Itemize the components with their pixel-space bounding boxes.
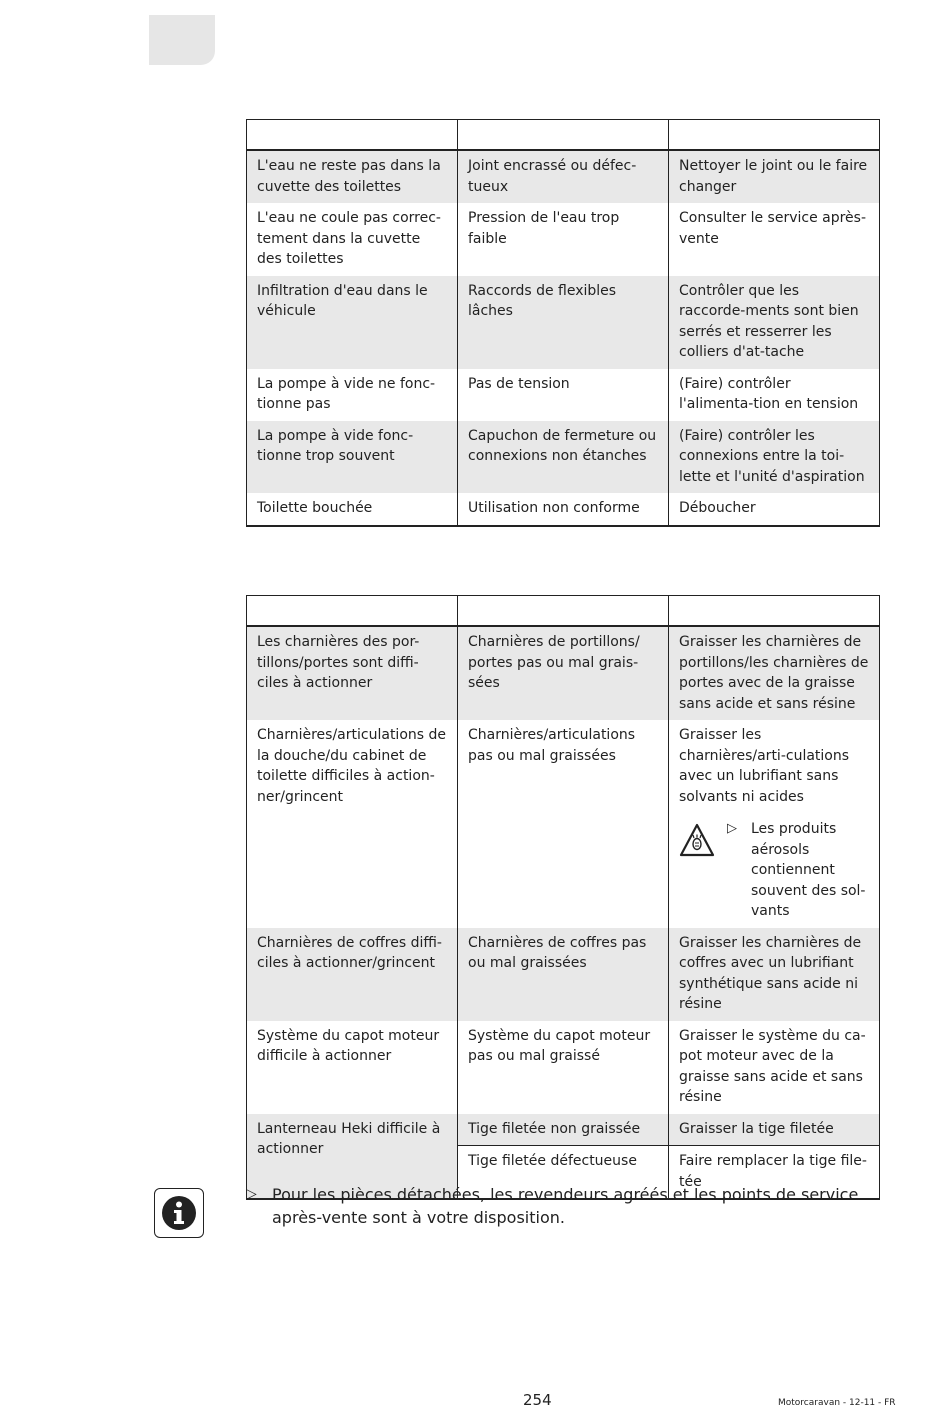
table-row	[247, 203, 880, 276]
header-cell	[247, 596, 458, 627]
table-row	[247, 626, 880, 720]
problem-cell: La pompe à vide ne fonc-tionne pas	[247, 369, 458, 421]
cause-cell: Système du capot moteur pas ou mal graissé	[458, 1021, 669, 1114]
page-number: 254	[523, 1391, 552, 1409]
warning-triangle-icon	[679, 823, 715, 857]
table-row	[247, 493, 880, 526]
remedy-cell: (Faire) contrôler les connexions entre la toi-lette et l'unité d'aspiration	[669, 421, 880, 494]
info-icon	[161, 1195, 197, 1231]
cause-cell: Raccords de flexibles lâches	[458, 276, 669, 369]
cause-cell: Charnières de portillons/ portes pas ou mal grais-sées	[458, 626, 669, 720]
cause-cell: Utilisation non conforme	[458, 493, 669, 526]
remedy-text: Graisser les charnières/arti-culations avec un lubrifiant sans solvants ni acides	[679, 727, 850, 805]
problem-cell: Toilette bouchée	[247, 493, 458, 526]
table-row	[247, 421, 880, 494]
problem-cell: La pompe à vide fonc-tionne trop souvent	[247, 421, 458, 494]
cause-cell: Joint encrassé ou défec-tueux	[458, 150, 669, 203]
problem-cell: Lanterneau Heki difficile à actionner	[247, 1114, 458, 1200]
remedy-cell: Déboucher	[669, 493, 880, 526]
chapter-tab	[149, 15, 215, 65]
table-row	[247, 928, 880, 1021]
remedy-cell	[669, 720, 880, 928]
warning-note	[679, 819, 869, 922]
remedy-cell: Faire remplacer la tige file-tée	[669, 1146, 880, 1200]
problem-cell: Infiltration d'eau dans le véhicule	[247, 276, 458, 369]
table-row	[247, 150, 880, 203]
footer-doc-id: Motorcaravan - 12-11 - FR	[778, 1398, 896, 1408]
cause-cell: Tige filetée non graissée	[458, 1114, 669, 1146]
table-row	[247, 369, 880, 421]
remedy-cell: Consulter le service après-vente	[669, 203, 880, 276]
cause-cell: Pas de tension	[458, 369, 669, 421]
cause-cell: Pression de l'eau trop faible	[458, 203, 669, 276]
warning-text: Les produits aérosols contiennent souvent des sol-vants	[751, 821, 866, 919]
problem-cell: L'eau ne reste pas dans la cuvette des toilettes	[247, 150, 458, 203]
problem-cell: Charnières/articulations de la douche/du cabinet de toilette difficiles à action-ner/grincent	[247, 720, 458, 928]
remedy-cell: Graisser le système du ca-pot moteur avec de la graisse sans acide et sans résine	[669, 1021, 880, 1114]
problem-cell: Charnières de coffres diffi-ciles à actionner/grincent	[247, 928, 458, 1021]
troubleshooting-table-hinges	[246, 595, 880, 1200]
table-row	[247, 720, 880, 928]
info-note-text: Pour les pièces détachées, les revendeurs agréés et les points de service après-vente sont à votre disposition.	[272, 1185, 859, 1227]
info-note	[246, 1183, 886, 1229]
cause-cell: Capuchon de fermeture ou connexions non étanches	[458, 421, 669, 494]
remedy-cell: Nettoyer le joint ou le faire changer	[669, 150, 880, 203]
table-header-row	[247, 120, 880, 151]
remedy-cell: Graisser la tige filetée	[669, 1114, 880, 1146]
info-icon-box	[154, 1188, 204, 1238]
header-cell	[458, 596, 669, 627]
table-header-row	[247, 596, 880, 627]
header-cell	[247, 120, 458, 151]
problem-cell: L'eau ne coule pas correc-tement dans la cuvette des toilettes	[247, 203, 458, 276]
table-row	[247, 1021, 880, 1114]
header-cell	[669, 120, 880, 151]
arrow-bullet-icon: ▷	[246, 1186, 257, 1202]
remedy-cell: Contrôler que les raccorde-ments sont bien serrés et resserrer les colliers d'at-tache	[669, 276, 880, 369]
problem-cell: Les charnières des por-tillons/portes sont diffi-ciles à actionner	[247, 626, 458, 720]
problem-cell: Système du capot moteur difficile à actionner	[247, 1021, 458, 1114]
header-cell	[458, 120, 669, 151]
cause-cell: Tige filetée défectueuse	[458, 1146, 669, 1200]
cause-cell: Charnières de coffres pas ou mal graissées	[458, 928, 669, 1021]
table-row	[247, 276, 880, 369]
troubleshooting-table-toilet	[246, 119, 880, 527]
header-cell	[669, 596, 880, 627]
remedy-cell: Graisser les charnières de coffres avec un lubrifiant synthétique sans acide ni résine	[669, 928, 880, 1021]
remedy-cell: (Faire) contrôler l'alimenta-tion en tension	[669, 369, 880, 421]
remedy-cell: Graisser les charnières de portillons/les charnières de portes avec de la graisse sans acide et sans résine	[669, 626, 880, 720]
arrow-bullet-icon: ▷	[727, 821, 737, 836]
table-row	[247, 1114, 880, 1146]
cause-cell: Charnières/articulations pas ou mal graissées	[458, 720, 669, 928]
